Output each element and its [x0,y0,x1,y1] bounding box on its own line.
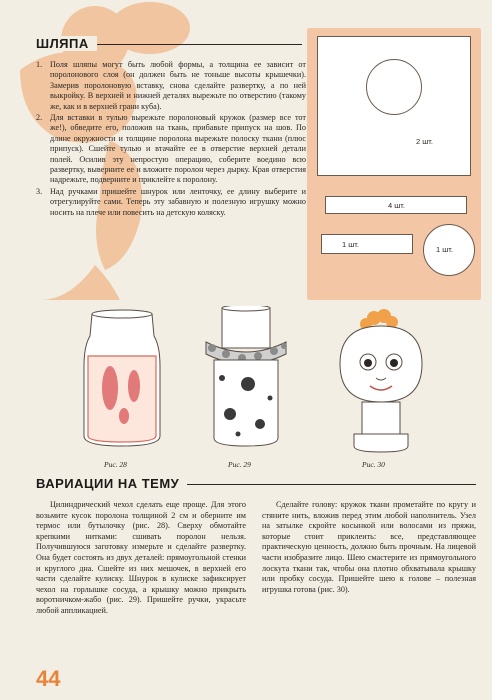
pattern-piece-circle [423,224,475,276]
section-title-hat: ШЛЯПА [36,36,97,51]
figure-29-caption: Рис. 29 [228,460,251,469]
pattern-piece-large [317,36,471,176]
pattern-piece-short-strip [321,234,413,254]
step-text: Над ручками пришейте шнурок или ленточку, ее длину выберите и отрегулируйте сами. Теперь эту забавную и полезную игрушку можно носить на плече или повесить на детскую коляску. [50,186,306,217]
pattern-label-short-strip: 1 шт. [342,240,359,249]
figure-28-illustration [72,306,172,456]
step-item [36,60,306,112]
text-column-left [36,500,246,617]
hat-steps-list [36,60,306,219]
pattern-label-long-strip: 4 шт. [388,201,405,210]
pattern-label-large: 2 шт. [416,137,433,146]
paragraph-left: Цилиндрический чехол сделать еще проще. Для этого возьмите кусок поролона толщиной 2 см и оберните им термос или бутылочку (рис. 28). Сверху обмотайте крепкими нитками: сшивать поролон нельзя. Получившуюся заготовку измерьте и сделайте развертку. Она будет состоять из двух деталей: прямоугольной стенки и круглого дна. Сшейте из них мешочек, в верхней его части сделайте кулиску. Шнурок в кулиске зафиксирует чехол на горлышке сосуда, а крышку можно прикрыть воротничком-жабо (рис. 29). Пришейте ручки, украсьте любой аппликацией. [36,500,246,615]
pattern-hole-circle [366,59,422,115]
step-text: Для вставки в тулью вырежьте поролоновый кружок (размер все тот же!), обведите его, положив на ткань, прибавьте припуск на шов. По длине окружности и толщине поролона вырежьте полоску ткани (плюс припуск). Сшейте тулью и втачайте ее в отверстие верхней детали полей. Осилив эту непростую операцию, соберите воедино всю развертку, выверните ее и вложите поролон через дырку. Края отверстия надрежьте, подверните и приклейте к поролону. [50,113,306,185]
figure-30-caption: Рис. 30 [362,460,385,469]
step-number: 2. [36,113,43,123]
step-text: Поля шляпы могут быть любой формы, а толщина ее зависит от поролонового слоя (он должен быть не тоньше высоты крышечки). Замерив поролоновую вставку, снова сделайте развертку, а по ней выкройку. В верхней и нижней деталях вырежьте по отверстию (такому же, как и в верхней грани куба). [50,60,306,111]
paragraph-right: Сделайте голову: кружок ткани прометайте по кругу и стяните нить, вложив перед этим любой наполнитель. Узел на затылке скройте косынкой или волосами из пряжи, которые стоит приклеить: все, представляющее практическую ценность, должно быть прочным. На лицевой части изобразите лицо. Шею смастерите из прямоугольного лоскута ткани так, чтобы она плотно обхватывала крышку или пробку сосуда. Пришейте шею к голове – полезная игрушка готова (рис. 30). [262,500,476,594]
figure-29-illustration [196,306,296,456]
text-column-right [262,500,476,595]
step-number: 3. [36,186,43,196]
step-item [36,187,306,218]
section-title-variations: ВАРИАЦИИ НА ТЕМУ [36,476,187,491]
page-number: 44 [36,666,61,691]
figure-28-caption: Рис. 28 [104,460,127,469]
step-number: 1. [36,60,43,69]
sewing-pattern-panel [307,28,481,300]
pattern-label-circle: 1 шт. [436,245,453,254]
pattern-piece-long-strip [325,196,467,214]
figure-30-illustration [326,306,436,456]
step-item [36,113,306,186]
